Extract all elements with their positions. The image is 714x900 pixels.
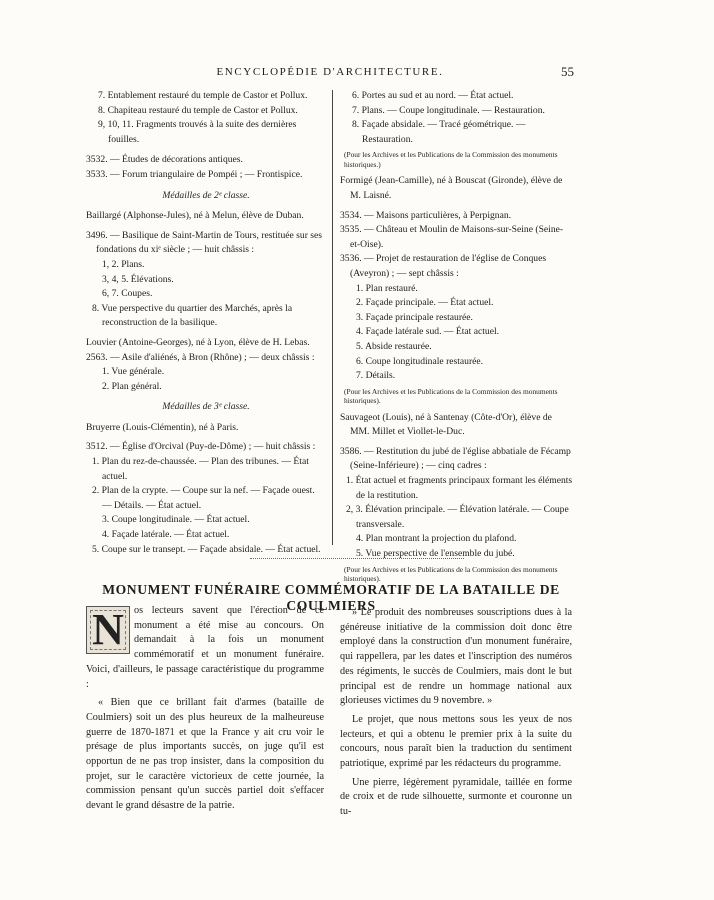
column-divider <box>332 90 333 545</box>
list-item: 6. Coupe longitudinale restaurée. <box>356 355 484 367</box>
archive-note: (Pour les Archives et les Publications de la Commission des monuments historiques). <box>344 386 558 406</box>
list-item: 1. Vue générale. <box>102 366 165 378</box>
list-item: 9, 10, 11. Fragments trouvés à la suite des dernières fouilles. <box>98 119 297 145</box>
architect-name: Sauvageot (Louis), né à Santenay (Côte-d'Or), élève de MM. Millet et Viollet-le-Duc. <box>340 411 552 438</box>
architect-name: Formigé (Jean-Camille), né à Bouscat (Gironde), élève de M. Laisné. <box>340 175 563 201</box>
list-item: 7. Plans. — Coupe longitudinale. — Restauration. <box>352 104 545 116</box>
list-item: 2. Plan général. <box>102 380 162 392</box>
article-left-column <box>86 606 324 814</box>
article-right-column <box>340 606 572 820</box>
list-item: 3. Coupe longitudinale. — État actuel. <box>102 514 250 526</box>
list-item: 3. Façade principale restaurée. <box>356 311 473 323</box>
archive-note: (Pour les Archives et les Publications de la Commission des monuments historiques). <box>344 564 558 584</box>
page-number: 55 <box>561 64 574 79</box>
list-item: 6. Portes au sud et au nord. — État actuel. <box>352 90 514 101</box>
list-item: 8. Vue perspective du quartier des Marchés, après la reconstruction de la basilique. <box>92 302 293 329</box>
entry: 3532. — Études de décorations antiques. <box>86 154 243 166</box>
paragraph: Le projet, que nous mettons sous les yeux de nos lecteurs, et qui a obtenu le premier prix à la suite du concours, nous paraît bien la traduction du sentiment patriotique, exprimé par les rédacteurs du programme. <box>340 713 572 770</box>
entry: 3534. — Maisons particulières, à Perpignan. <box>340 209 512 221</box>
list-item: 7. Entablement restauré du temple de Castor et Pollux. <box>98 90 308 101</box>
ornamental-dropcap <box>86 606 130 654</box>
list-item: 7. Détails. <box>356 370 396 382</box>
archive-note: (Pour les Archives et les Publications de la Commission des monuments historiques.) <box>344 150 558 169</box>
list-item: 1. État actuel et fragments principaux formant les éléments de la restitution. <box>346 475 573 501</box>
paragraph: « Bien que ce brillant fait d'armes (bataille de Coulmiers) soit un des plus heureux de la malheureuse guerre de 1870-1871 et que la France y ait cru voir le présage de plus importants succès, on juge qu'il est opportun de ne pas trop insister, dans la composition du projet, sur le caractère victorieux de cette journée, la commission pensant qu'un succès partiel doit s'effacer devant le grand désastre de la patrie. <box>86 697 324 812</box>
list-item: 1, 2. Plans. <box>102 258 145 270</box>
list-item: 1. Plan restauré. <box>356 282 418 294</box>
list-item: 6, 7. Coupes. <box>102 288 153 300</box>
entry: 3586. — Restitution du jubé de l'église abbatiale de Fécamp (Seine-Inférieure) ; — cinq cadres : <box>340 445 571 472</box>
entry: 3533. — Forum triangulaire de Pompéi ; — Frontispice. <box>86 168 303 180</box>
entry: 3512. — Église d'Orcival (Puy-de-Dôme) ; — huit châssis : <box>86 441 316 453</box>
entry: 3496. — Basilique de Saint-Martin de Tours, restituée sur ses fondations du xiᵉ siècle ; — huit châssis : <box>86 229 323 256</box>
list-item: 2. Façade principale. — État actuel. <box>356 297 494 309</box>
paragraph: os lecteurs savent que l'érection de ce monument a été mise au concours. On demandait à la fois un monument commémoratif et un monument funéraire. Voici, d'ailleurs, le passage caractéristique du programme : <box>86 605 324 690</box>
architect-name: Bruyerre (Louis-Clémentin), né à Paris. <box>86 421 239 433</box>
architect-name: Louvier (Antoine-Georges), né à Lyon, élève de H. Lebas. <box>86 336 310 348</box>
section-divider <box>250 558 464 559</box>
paragraph: Une pierre, légèrement pyramidale, taillée en forme de croix et de rude silhouette, surmonte et couronne un tu- <box>340 776 572 818</box>
architect-name: Baillargé (Alphonse-Jules), né à Melun, élève de Duban. <box>86 210 304 222</box>
page-header <box>0 64 714 84</box>
paragraph: » Le produit des nombreuses souscriptions dues à la généreuse initiative de la commission doit donc être employé dans la construction d'un monument funéraire, qui rappellera, par les dates et l'inscription des numéros des régiments, le succès de Coulmiers, mais dont le but principal est de rendre un hommage national aux glorieuses victimes du 9 novembre. » <box>340 607 572 707</box>
entry: 2563. — Asile d'aliénés, à Bron (Rhône) ; — deux châssis : <box>86 351 315 363</box>
dropcap-letter: N <box>92 605 124 654</box>
list-item: 8. Façade absidale. — Tracé géométrique. — Restauration. <box>352 119 526 145</box>
article-title: MONUMENT FUNÉRAIRE COMMÉMORATIF DE LA BATAILLE DE COULMIERS <box>102 582 560 613</box>
list-item: 5. Vue perspective de l'ensemble du jubé. <box>356 548 515 560</box>
left-column <box>86 89 326 557</box>
list-item: 5. Coupe sur le transept. — Façade absidale. — État actuel. <box>92 543 321 555</box>
medal-heading-3: Médailles de 3ᵉ classe. <box>162 401 250 413</box>
list-item: 4. Plan montrant la projection du plafond. <box>356 533 517 545</box>
medal-heading-2: Médailles de 2ᵉ classe. <box>162 189 250 201</box>
list-item: 3, 4, 5. Élévations. <box>102 273 174 285</box>
list-item: 5. Abside restaurée. <box>356 340 432 352</box>
list-item: 8. Chapiteau restauré du temple de Castor et Pollux. <box>98 104 298 116</box>
list-item: 4. Façade latérale. — État actuel. <box>102 529 230 541</box>
list-item: 1. Plan du rez-de-chaussée. — Plan des tribunes. — État actuel. <box>92 456 309 482</box>
running-title: ENCYCLOPÉDIE D'ARCHITECTURE. <box>216 66 444 78</box>
entry: 3536. — Projet de restauration de l'église de Conques (Aveyron) ; — sept châssis : <box>340 253 547 279</box>
list-item: 4. Façade latérale sud. — État actuel. <box>356 326 500 338</box>
list-item: 2, 3. Élévation principale. — Élévation latérale. — Coupe transversale. <box>346 504 569 530</box>
list-item: 2. Plan de la crypte. — Coupe sur la nef. — Façade ouest. — Détails. — État actuel. <box>92 485 315 511</box>
entry: 3535. — Château et Moulin de Maisons-sur-Seine (Seine-et-Oise). <box>340 224 564 250</box>
right-column <box>340 89 573 589</box>
